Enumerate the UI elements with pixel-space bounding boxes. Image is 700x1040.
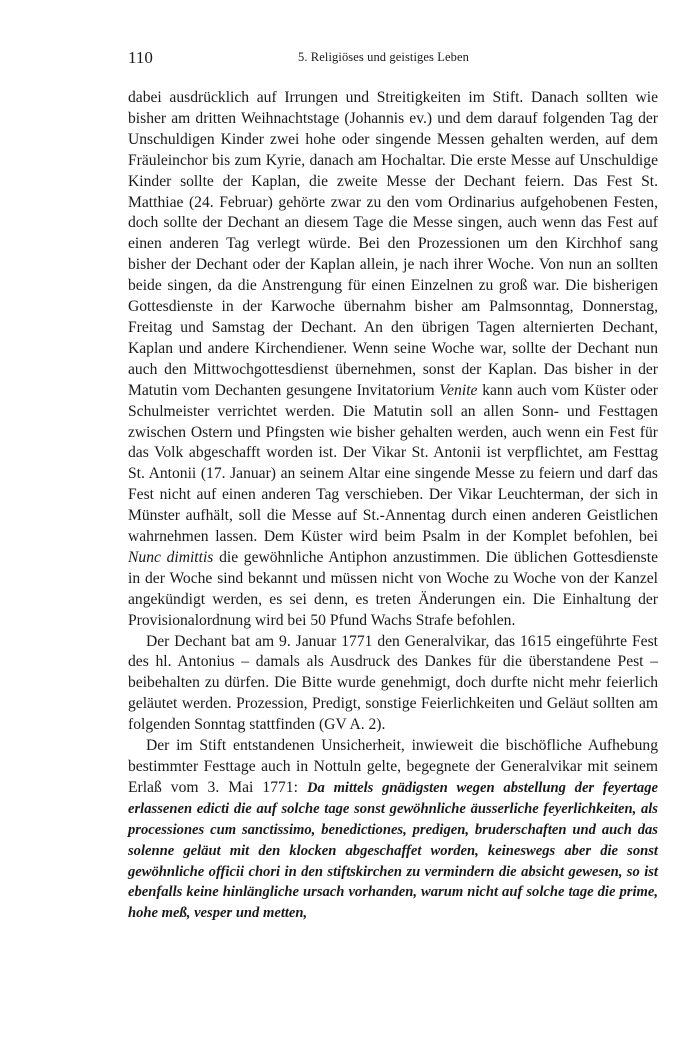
- paragraph-text: die gewöhnliche Antiphon anzustimmen. Die üblichen Gottesdienste in der Woche sind bekannt und müssen nicht von Woche zu Woche von der Kanzel angekündigt werden, es sei denn, es treten Änderungen ein. Die Einhaltung der Provisionalordnung wird bei 50 Pfund Wachs Strafe befohlen.: [128, 548, 659, 629]
- liturgical-term-nunc-dimittis: Nunc dimittis: [128, 548, 214, 566]
- paragraph-text: Der im Stift entstandenen Unsicherheit, inwieweit die bischöfliche Aufhebung bestimmter Festtage auch in Nottuln gelte, begegnete der Generalvikar mit seinem Erlaß vom 3. Mai 1771:: [128, 737, 658, 796]
- decree-quotation: Da mittels gnädigsten wegen abstellung der feyertage erlassenen edicti die auf solche tage sonst gewöhnliche äusserliche feyerlichkeiten, als processiones cum sanctissimo, benedictiones, predigen, bruderschaften und auch das solenne geläut mit den klocken abgeschaffet worden, keineswegs aber die sonst gewöhnliche officii chori in den stiftskirchen zu vermindern die absicht gewesen, so ist ebenfalls keine hinlängliche ursach vorhanden, warum nicht auf solche tage die prime, hohe meß, vesper und metten,: [128, 779, 658, 922]
- body-text: [128, 88, 658, 924]
- paragraph-text: Der Dechant bat am 9. Januar 1771 den Generalvikar, das 1615 eingeführte Fest des hl. Antonius – damals als Ausdruck des Dankes für die überstandene Pest – beibehalten zu dürfen. Die Bitte wurde genehmigt, doch durfte nicht mehr feierlich geläutet werden. Prozession, Predigt, sonstige Feierlichkeiten und Geläut sollten am folgenden Sonntag stattfinden (GV A. 2).: [128, 632, 658, 734]
- running-head: [128, 48, 658, 70]
- paragraph-text: kann auch vom Küster oder Schulmeister verrichtet werden. Die Matutin soll an allen Sonn- und Festtagen zwischen Ostern und Pfingsten wie bisher gehalten werden, auch wenn ein Fest für das Volk abgeschafft worden ist. Der Vikar St. Antonii ist verpflichtet, am Festtag St. Antonii (17. Januar) an seinem Altar eine singende Messe zu feiern und darf das Fest nicht auf einen anderen Tag verschieben. Der Vikar Leuchterman, der sich in Münster aufhält, soll die Messe auf St.-Annentag durch einen anderen Geistlichen wahrnehmen lassen. Dem Küster wird beim Psalm in der Komplet befohlen, bei: [128, 381, 658, 546]
- paragraph-3: [128, 736, 658, 924]
- liturgical-term-venite: Venite: [439, 381, 478, 399]
- book-page: [128, 48, 658, 924]
- page-number: 110: [128, 48, 153, 67]
- paragraph-2: [128, 632, 658, 737]
- paragraph-1: [128, 88, 658, 632]
- chapter-title: 5. Religiöses und geistiges Leben: [298, 50, 469, 64]
- paragraph-text: dabei ausdrücklich auf Irrungen und Streitigkeiten im Stift. Danach sollten wie bisher am dritten Weihnachtstage (Johannis ev.) und dem darauf folgenden Tag der Unschuldigen Kinder zwei hohe oder singende Messen gehalten werden, auf dem Fräuleinchor bis zum Kyrie, danach am Hochaltar. Die erste Messe auf Unschuldige Kinder sollte der Kaplan, die zweite Messe der Dechant feiern. Das Fest St. Matthiae (24. Februar) gehörte zwar zu den vom Ordinarius aufgehobenen Festen, doch sollte der Dechant an diesem Tage die Messe singen, auch wenn das Fest auf einen anderen Tag verlegt würde. Bei den Prozessionen um den Kirchhof sang bisher der Dechant oder der Kaplan allein, je nach ihrer Woche. Von nun an sollten beide singen, da die Anstrengung für einen Einzelnen zu groß war. Die bisherigen Gottesdienste in der Karwoche übernahm bisher am Palmsonntag, Donnerstag, Freitag und Samstag der Dechant. An den übrigen Tagen alternierten Dechant, Kaplan und andere Kirchendiener. Wenn seine Woche war, sollte der Dechant nun auch den Mittwochgottesdienst übernehmen, sonst der Kaplan. Das bisher in der Matutin vom Dechanten gesungene Invitatorium: [128, 89, 658, 399]
